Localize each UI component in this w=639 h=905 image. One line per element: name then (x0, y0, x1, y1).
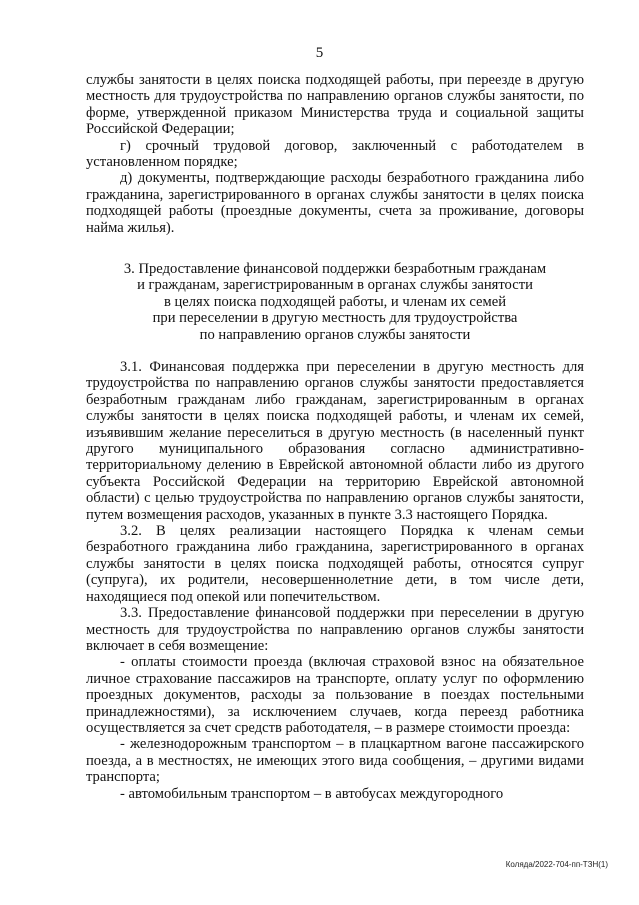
section-heading-line: при переселении в другую местность для трудоустройства (152, 310, 518, 327)
body-paragraphs (86, 359, 584, 802)
list-item-road: - автомобильным транспортом – в автобусах междугородного (120, 785, 504, 802)
section-heading-line: 3. Предоставление финансовой поддержки безработным гражданам (123, 261, 547, 277)
section-heading (86, 261, 584, 343)
paragraph-3-3: 3.3. Предоставление финансовой поддержки при переселении в другую местность для трудоустройства по направлению органов службы занятости включает в себя возмещение: (86, 605, 584, 654)
section-heading-line: в целях поиска подходящей работы, и членам их семей (163, 293, 507, 310)
paragraph-item-d: д) документы, подтверждающие расходы безработного гражданина либо гражданина, зарегистрированного в органах службы занятости в целях поиска подходящей работы (проездные документы, счета за проживание, договоры найма жилья). (86, 170, 584, 236)
top-paragraphs (86, 72, 584, 236)
paragraph-3-1: 3.1. Финансовая поддержка при переселении в другую местность для трудоустройства по направлению органов службы занятости предоставляется безработным гражданам либо гражданам, зарегистрированным в органах службы занятости в целях поиска подходящей работы, и членам их семей, изъявившим желание переселиться в другую местность (в населенный пункт другого муниципального образования согласно административно-территориальному делению в Еврейской автономной области либо из другого субъекта Российской Федерации на территорию Еврейской автономной области) с целью трудоустройства по направлению органов службы занятости, путем возмещения расходов, указанных в пункте 3.3 настоящего Порядка. (86, 359, 584, 523)
paragraph-item-g: г) срочный трудовой договор, заключенный с работодателем в установленном порядке; (86, 137, 584, 171)
paragraph-3-2: 3.2. В целях реализации настоящего Порядка к членам семьи безработного гражданина либо гражданина, зарегистрированного в органах службы занятости в целях поиска подходящей работы, относятся супруг (супруга), их родители, несовершеннолетние дети, в том числе дети, находящиеся под опекой или попечительством. (86, 523, 584, 605)
page-number: 5 (315, 45, 324, 61)
list-item-fare: - оплаты стоимости проезда (включая страховой взнос на обязательное личное страхование пассажиров на транспорте, оплату услуг по оформлению проездных документов, расходы за пользование в поездах постельными принадлежностями), за исключением случаев, когда переезд работника осуществляется за счет средств работодателя, – в размере стоимости проезда: (86, 654, 584, 736)
list-item-railway: - железнодорожным транспортом – в плацкартном вагоне пассажирского поезда, а в местностях, не имеющих этого вида сообщения, – другими видами транспорта; (86, 736, 584, 786)
section-heading-line: и гражданам, зарегистрированным в органах службы занятости (137, 277, 533, 294)
section-heading-line: по направлению органов службы занятости (199, 326, 471, 343)
document-code: Коляда/2022-704-пп-ТЗН(1) (505, 860, 608, 869)
paragraph-continuation: службы занятости в целях поиска подходящей работы, при переезде в другую местность для трудоустройства по направлению органов службы занятости, по форме, утвержденной приказом Министерства труда и социальной защиты Российской Федерации; (86, 72, 584, 138)
